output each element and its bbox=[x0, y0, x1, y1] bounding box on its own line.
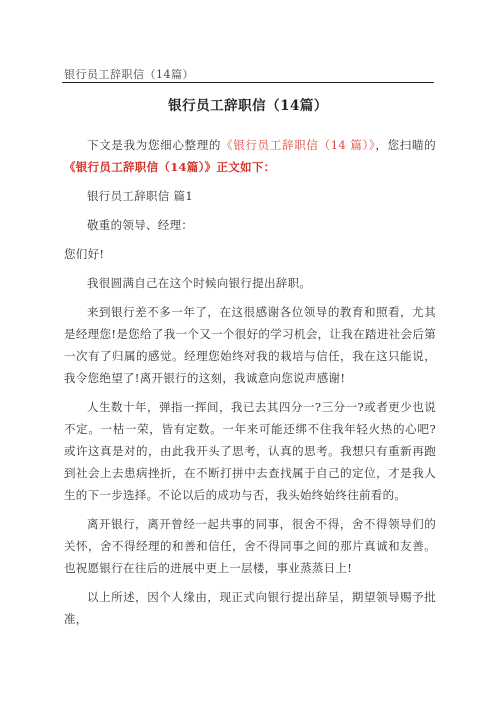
greeting: 您们好! bbox=[64, 247, 105, 261]
intro-prefix: 下文是我为您细心整理的 bbox=[87, 138, 222, 152]
running-header: 银行员工辞职信（14篇） bbox=[64, 68, 194, 81]
body-paragraph: 来到银行差不多一年了，在这很感谢各位领导的教育和照看，尤其是经理您!是您给了我一个又一个很好的学习机会，让我在踏进社会后第一次有了归属的感觉。经理您始终对我的栽培与信任，我在这只能说，我令您绝望了!离开银行的这刻，我诚意向您说声感谢! bbox=[64, 305, 436, 385]
body-paragraph: 人生数十年，弹指一挥间，我已去其四分一?三分一?或者更少也说不定。一枯一荣，皆有定数。一年来可能还绑不住我年轻火热的心吧?或许这真是对的，由此我开头了思考，认真的思考。我想只有重新再跑到社会上去患病挫折，在不断打拼中去查找属于自己的定位，才是我人生的下一步选择。不论以后的成功与否，我头始终始终往前看的。 bbox=[64, 400, 436, 502]
intro-paragraph bbox=[64, 134, 436, 178]
body-paragraph: 以上所述，因个人缘由，现正式向银行提出辞呈，期望领导赐予批准， bbox=[64, 590, 436, 626]
salutation: 敬重的领导、经理： bbox=[87, 218, 194, 232]
document-title: 银行员工辞职信（14篇） bbox=[168, 98, 328, 114]
document-body bbox=[64, 134, 436, 637]
intro-bold-title: 《银行员工辞职信（14篇）》正文如下： bbox=[64, 160, 276, 174]
header-divider bbox=[62, 82, 434, 83]
body-paragraph: 离开银行，离开曾经一起共事的同事，很舍不得，舍不得领导们的关怀，舍不得经理的和善和信任，舍不得同事之间的那片真诚和友善。也祝愿银行在往后的进展中更上一层楼，事业蒸蒸日上! bbox=[64, 517, 436, 575]
body-paragraph: 我很圆满自己在这个时候向银行提出辞职。 bbox=[87, 276, 312, 290]
intro-middle: ，您扫瞄的 bbox=[375, 138, 436, 152]
section-heading: 银行员工辞职信 篇1 bbox=[87, 189, 193, 203]
intro-title-link[interactable]: 《银行员工辞职信（14 篇）》 bbox=[221, 138, 376, 152]
